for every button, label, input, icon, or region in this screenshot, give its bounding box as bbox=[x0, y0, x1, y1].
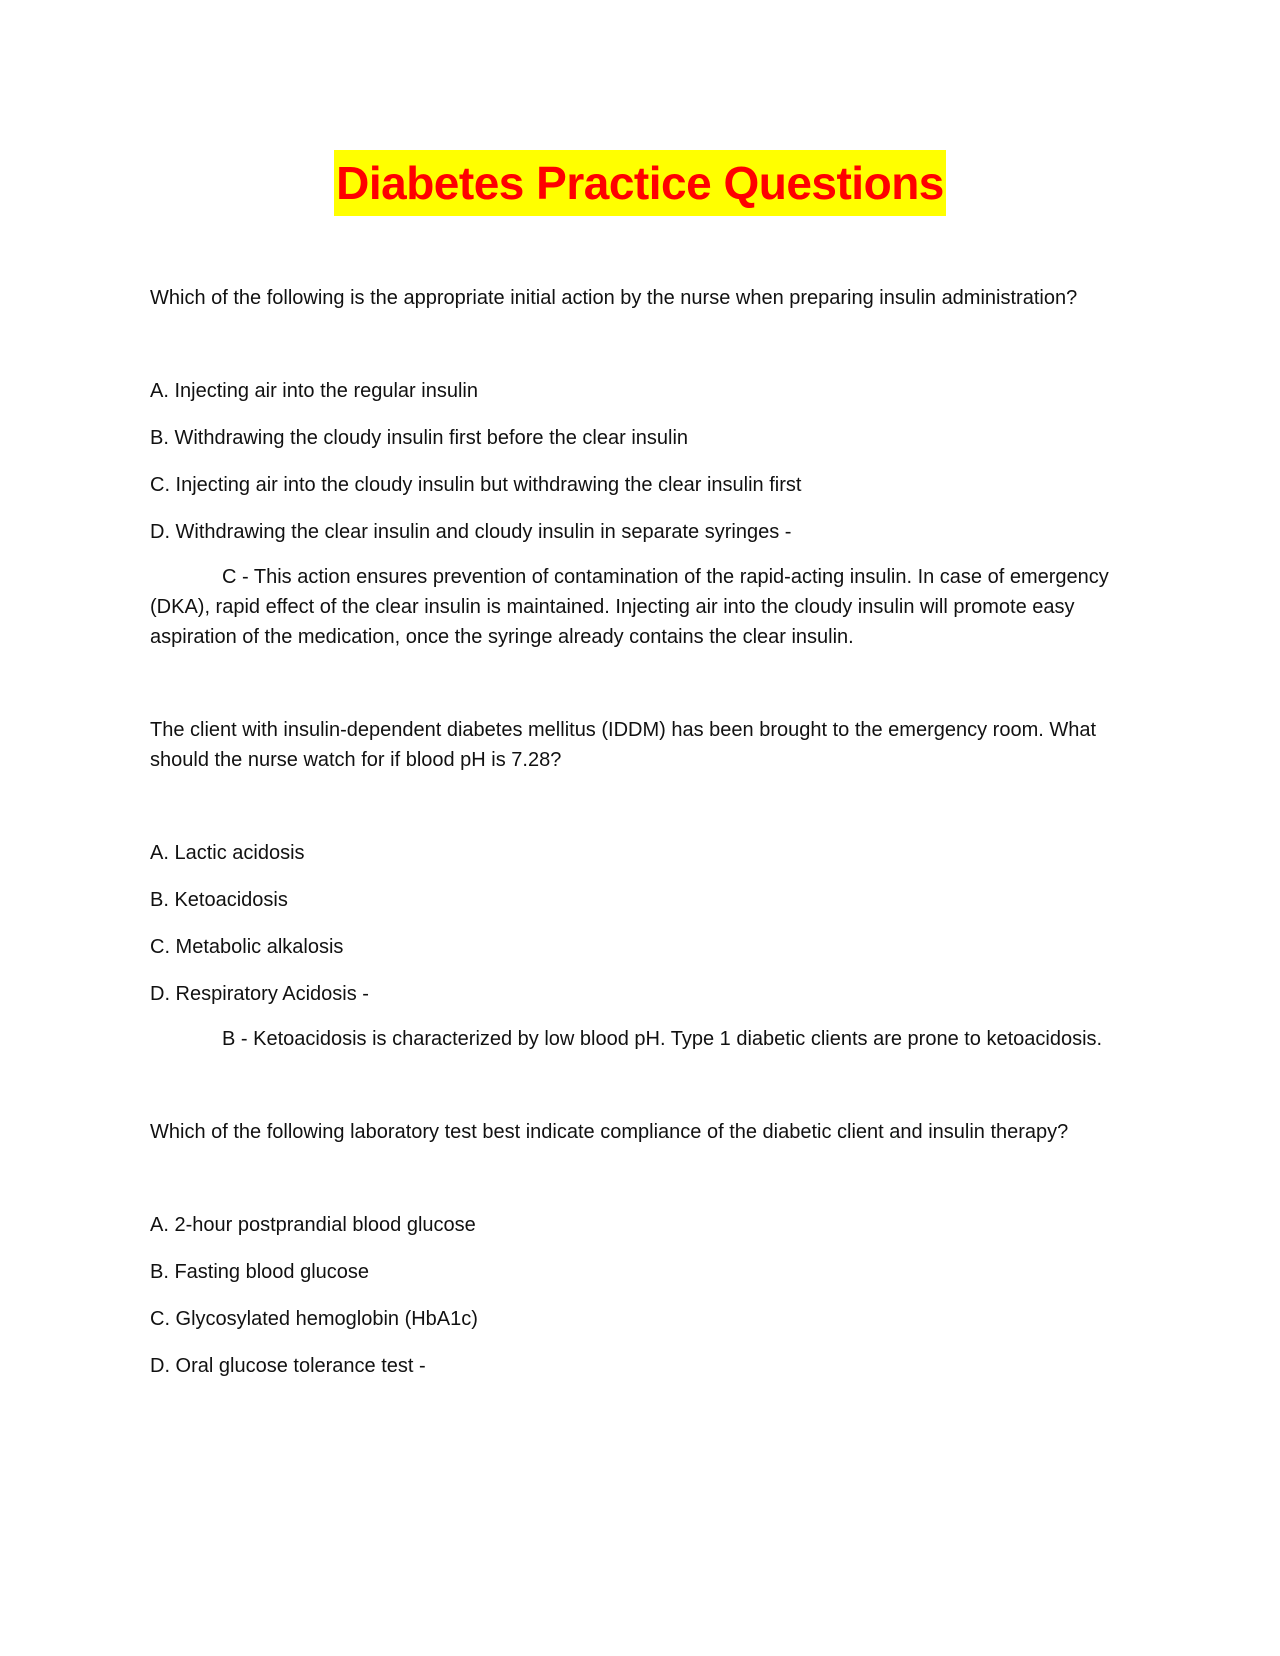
question-block-2 bbox=[150, 715, 1120, 1054]
option-c: C. Glycosylated hemoglobin (HbA1c) bbox=[150, 1308, 478, 1330]
option-c: C. Injecting air into the cloudy insulin but withdrawing the clear insulin first bbox=[150, 474, 802, 496]
question-block-3 bbox=[150, 1117, 1120, 1381]
answer-explanation: C - This action ensures prevention of contamination of the rapid-acting insulin. In case of emergency (DKA), rapid effect of the clear insulin is maintained. Injecting air into the cloudy insulin will promote easy aspiration of the medication, once the syringe already contains the clear insulin. bbox=[150, 566, 1109, 648]
option-c: C. Metabolic alkalosis bbox=[150, 936, 344, 958]
title-container bbox=[0, 150, 1280, 216]
question-block-1 bbox=[150, 283, 1120, 652]
answer-explanation: B - Ketoacidosis is characterized by low blood pH. Type 1 diabetic clients are prone to ketoacidosis. bbox=[222, 1028, 1103, 1050]
option-b: B. Withdrawing the cloudy insulin first before the clear insulin bbox=[150, 427, 689, 449]
option-a: A. Injecting air into the regular insulin bbox=[150, 380, 478, 402]
option-b: B. Ketoacidosis bbox=[150, 889, 288, 911]
page-title: Diabetes Practice Questions bbox=[334, 150, 946, 216]
option-d: D. Respiratory Acidosis - bbox=[150, 983, 369, 1005]
question-text: The client with insulin-dependent diabetes mellitus (IDDM) has been brought to the emergency room. What should the nurse watch for if blood pH is 7.28? bbox=[150, 719, 1097, 771]
option-a: A. 2-hour postprandial blood glucose bbox=[150, 1214, 476, 1236]
questions-content bbox=[150, 283, 1120, 1444]
option-d: D. Withdrawing the clear insulin and cloudy insulin in separate syringes - bbox=[150, 521, 792, 543]
answer-options bbox=[150, 376, 1120, 547]
option-d: D. Oral glucose tolerance test - bbox=[150, 1355, 426, 1377]
option-b: B. Fasting blood glucose bbox=[150, 1261, 370, 1283]
answer-options bbox=[150, 1210, 1120, 1381]
option-a: A. Lactic acidosis bbox=[150, 842, 305, 864]
question-text: Which of the following is the appropriate initial action by the nurse when preparing insulin administration? bbox=[150, 287, 1078, 309]
answer-options bbox=[150, 838, 1120, 1009]
question-text: Which of the following laboratory test best indicate compliance of the diabetic client and insulin therapy? bbox=[150, 1121, 1069, 1143]
